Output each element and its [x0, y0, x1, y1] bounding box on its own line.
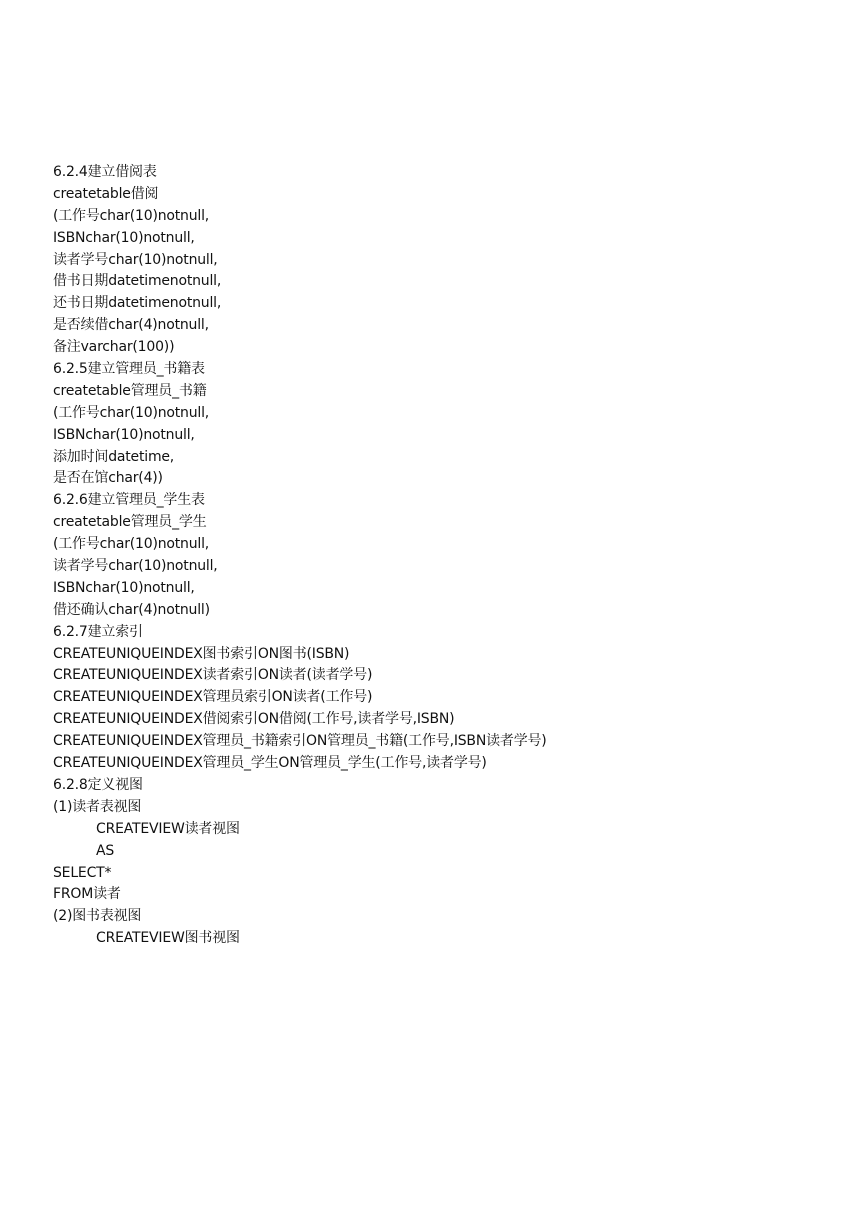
text-line: (1)读者表视图 [53, 798, 142, 815]
text-line: 6.2.6建立管理员_学生表 [53, 492, 205, 509]
text-line: 是否续借char(4)notnull, [53, 317, 209, 334]
text-line: ISBNchar(10)notnull, [53, 579, 195, 596]
text-line: SELECT* [53, 864, 112, 881]
text-line: 添加时间datetime, [53, 448, 175, 465]
text-line: (2)图书表视图 [53, 908, 142, 925]
text-line: createtable管理员_书籍 [53, 382, 207, 399]
text-line: createtable借阅 [53, 185, 159, 202]
text-line: 6.2.8定义视图 [53, 776, 143, 793]
document-body [53, 162, 833, 950]
text-line: 借书日期datetimenotnull, [53, 273, 222, 290]
text-line: CREATEUNIQUEINDEX借阅索引ON借阅(工作号,读者学号,ISBN) [53, 711, 455, 728]
text-line: (工作号char(10)notnull, [53, 404, 210, 421]
text-line: CREATEUNIQUEINDEX管理员_书籍索引ON管理员_书籍(工作号,ISBN读者学号) [53, 733, 547, 750]
text-line: 读者学号char(10)notnull, [53, 251, 218, 268]
text-line: CREATEUNIQUEINDEX管理员索引ON读者(工作号) [53, 689, 373, 706]
text-line: (工作号char(10)notnull, [53, 207, 210, 224]
text-line: 借还确认char(4)notnull) [53, 601, 210, 618]
text-line: 还书日期datetimenotnull, [53, 295, 222, 312]
text-line: 6.2.5建立管理员_书籍表 [53, 361, 205, 378]
text-line: CREATEUNIQUEINDEX管理员_学生ON管理员_学生(工作号,读者学号) [53, 755, 487, 772]
text-line: 6.2.4建立借阅表 [53, 164, 157, 180]
text-line: CREATEUNIQUEINDEX读者索引ON读者(读者学号) [53, 667, 373, 684]
text-line: FROM读者 [53, 886, 121, 903]
text-line: CREATEUNIQUEINDEX图书索引ON图书(ISBN) [53, 645, 350, 662]
text-line: 6.2.7建立索引 [53, 623, 143, 640]
text-line: 是否在馆char(4)) [53, 470, 163, 487]
text-line: CREATEVIEW读者视图 [96, 820, 240, 837]
text-line: ISBNchar(10)notnull, [53, 426, 195, 443]
text-line: 读者学号char(10)notnull, [53, 558, 218, 575]
text-line: CREATEVIEW图书视图 [96, 930, 240, 947]
text-line: ISBNchar(10)notnull, [53, 229, 195, 246]
text-line: AS [96, 842, 115, 859]
text-line: createtable管理员_学生 [53, 514, 207, 531]
text-line: 备注varchar(100)) [53, 339, 175, 356]
text-line: (工作号char(10)notnull, [53, 536, 210, 553]
